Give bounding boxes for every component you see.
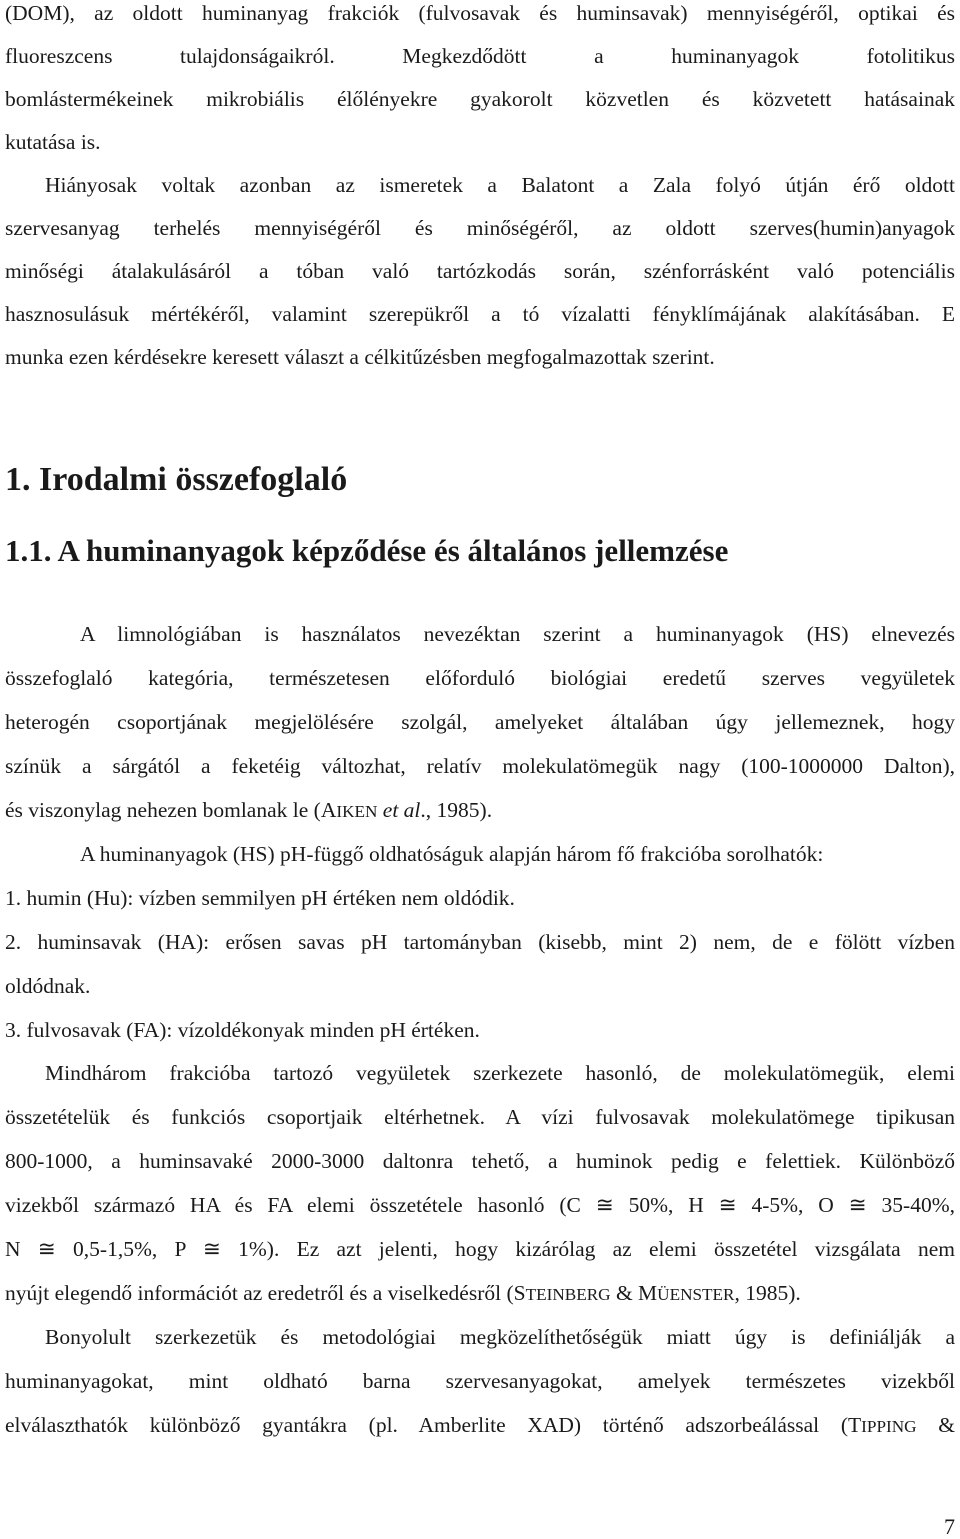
text-line: huminanyagokat, mint oldható barna szervesanyagokat, amelyek természetes vizekből [5,1369,955,1393]
text-line: vizekből származó HA és FA elemi összetétele hasonló (C ≅ 50%, H ≅ 4-5%, O ≅ 35-40%, [5,1193,955,1217]
author-name: IPPING [861,1417,917,1436]
text-line: munka ezen kérdésekre keresett választ a célkitűzésben megfogalmazottak szerint. [5,345,715,369]
text-line: színük a sárgától a feketéig változhat, relatív molekulatömegük nagy (100-1000000 Dalton), [5,754,955,778]
text-line [5,797,955,825]
page-number: 7 [944,1514,955,1539]
text-line: (DOM), az oldott huminanyag frakciók (fulvosavak és huminsavak) mennyiségéről, optikai és [5,1,955,25]
text-line: Bonyolult szerkezetük és metodológiai megközelíthetőségük miatt úgy is definiálják a [45,1325,955,1349]
text-line: fluoreszcens tulajdonságaikról. Megkezdődött a huminanyagok fotolitikus [5,44,955,68]
text-line [5,1412,955,1440]
text-line: kutatása is. [5,130,101,154]
text-run: ., 1985). [420,798,493,822]
text-run: , 1985). [734,1281,801,1305]
text-line: Hiányosak voltak azonban az ismeretek a Balatont a Zala folyó útján érő oldott [45,173,955,197]
author-name: TEINBERG [525,1285,611,1304]
text-line: összetételük és funkciós csoportjaik eltérhetnek. A vízi fulvosavak molekulatömege tipikusan [5,1105,955,1129]
chapter-heading: 1. Irodalmi összefoglaló [5,461,348,498]
author-name: ÜENSTER [657,1285,735,1304]
text-line: szervesanyag terhelés mennyiségéről és minőségéről, az oldott szerves(humin)anyagok [5,216,955,240]
section-heading: 1.1. A huminanyagok képződése és általános jellemzése [5,533,729,568]
list-item: 2. huminsavak (HA): erősen savas pH tartományban (kisebb, mint 2) nem, de e fölött vízben [5,930,955,954]
text-line: A limnológiában is használatos nevezéktan szerint a huminanyagok (HS) elnevezés [80,622,955,646]
text-line: hasznosulásuk mértékéről, valamint szerepükről a tó vízalatti fényklímájának alakításában. E [5,302,955,326]
italic-text: et al [382,798,421,822]
text-run: elválaszthatók különböző gyantákra (pl. Amberlite XAD) történő adszorbeálással (T [5,1413,862,1437]
text-line: Mindhárom frakcióba tartozó vegyületek szerkezete hasonló, de molekulatömegük, elemi [45,1061,955,1085]
text-line: N ≅ 0,5-1,5%, P ≅ 1%). Ez azt jelenti, hogy kizárólag az elemi összetétel vizsgálata nem [5,1237,955,1261]
text-line: A huminanyagok (HS) pH-függő oldhatóságuk alapján három fő frakcióba sorolhatók: [80,842,824,866]
text-line: heterogén csoportjának megjelölésére szolgál, amelyeket általában úgy jellemeznek, hogy [5,710,955,734]
list-item: 3. fulvosavak (FA): vízoldékonyak minden pH értéken. [5,1018,480,1042]
text-run: & M [610,1281,658,1305]
text-line: bomlástermékeinek mikrobiális élőlényekre gyakorolt közvetlen és közvetett hatásainak [5,87,955,111]
author-name: IKEN [336,802,378,821]
text-run: & [916,1413,955,1437]
text-run: és viszonylag nehezen bomlanak le (A [5,798,337,822]
text-line [5,1280,955,1308]
list-item: oldódnak. [5,974,91,998]
text-line: minőségi átalakulásáról a tóban való tartózkodás során, szénforrásként való potenciális [5,259,955,283]
list-item: 1. humin (Hu): vízben semmilyen pH értéken nem oldódik. [5,886,515,910]
text-line: összefoglaló kategória, természetesen előforduló biológiai eredetű szerves vegyületek [5,666,955,690]
text-line: 800-1000, a huminsavaké 2000-3000 daltonra tehető, a huminok pedig e felettiek. Különböző [5,1149,955,1173]
text-run: nyújt elegendő információt az eredetről és a viselkedésről (S [5,1281,526,1305]
